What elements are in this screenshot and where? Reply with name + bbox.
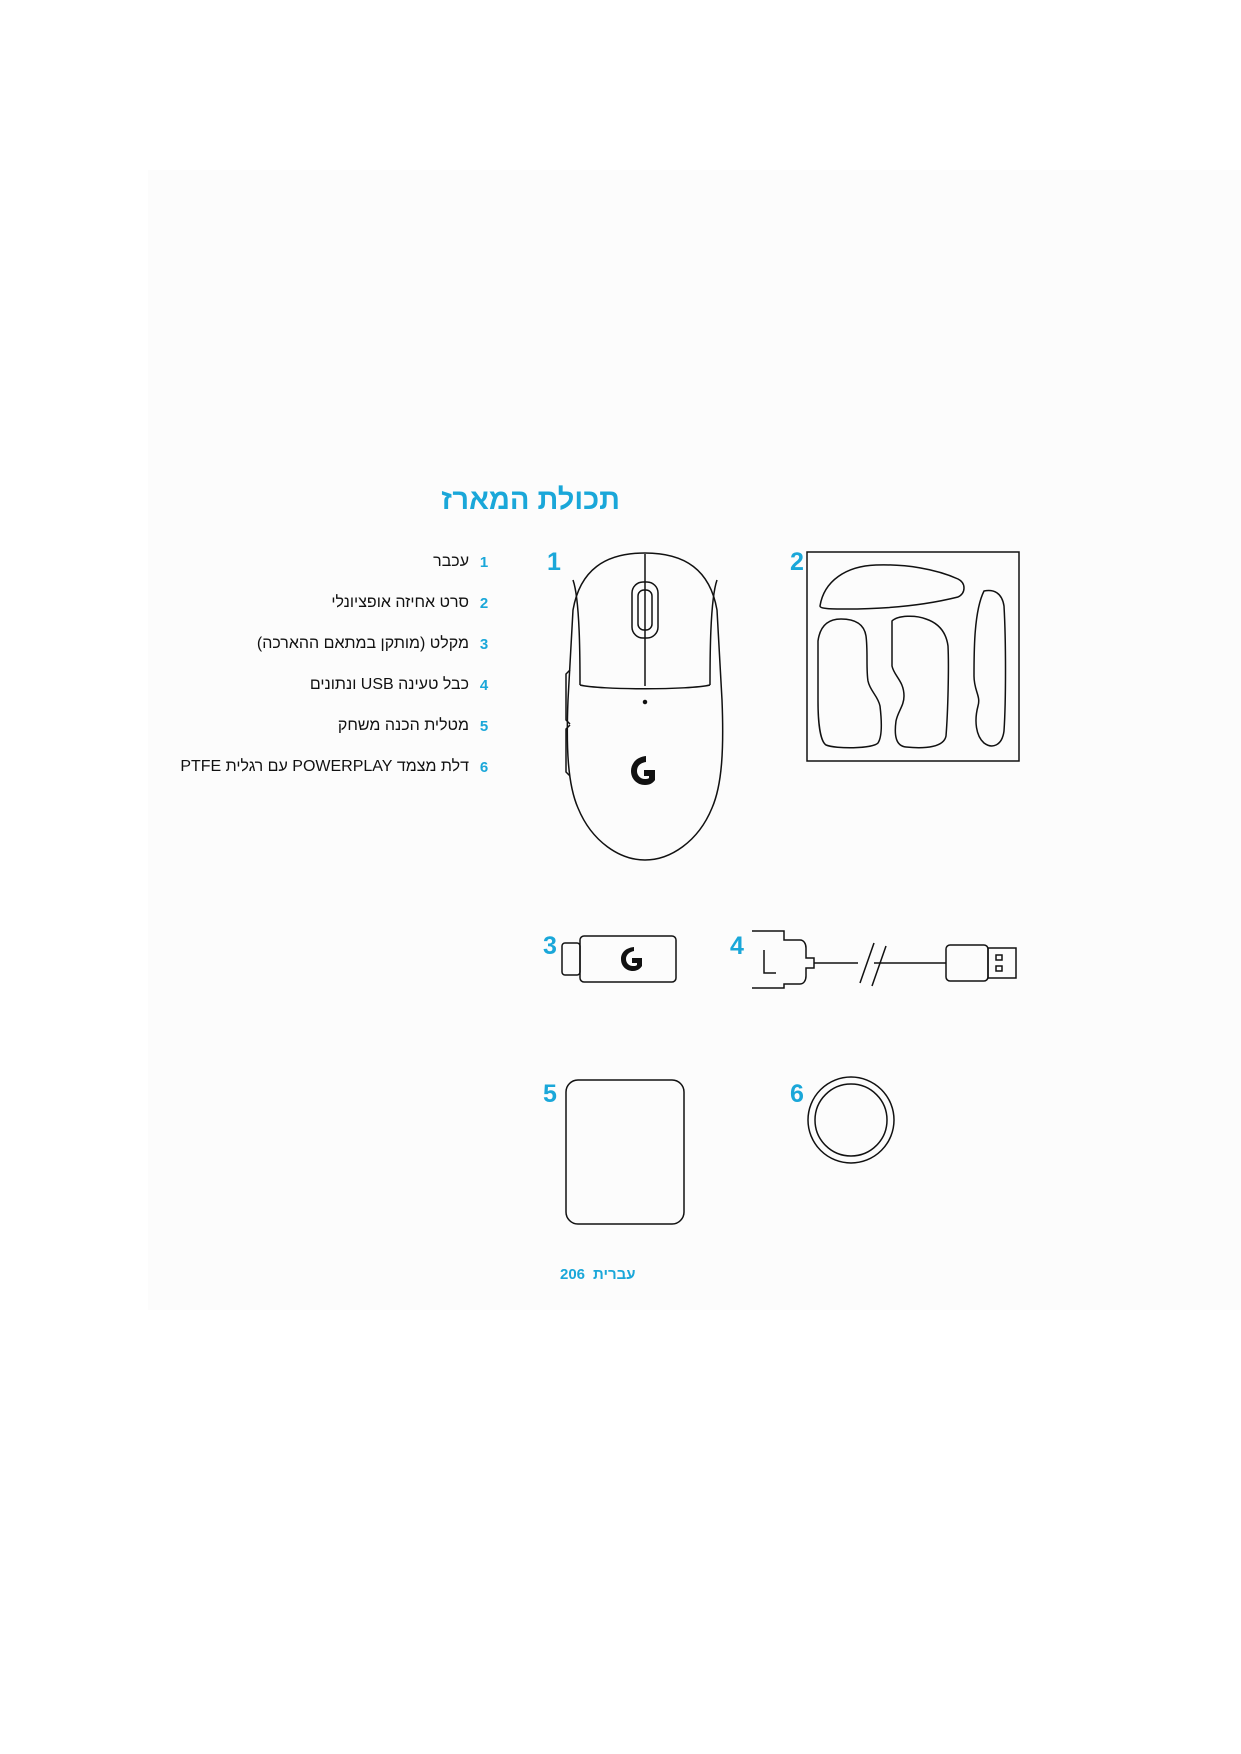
powerplay-door-illustration (805, 1074, 897, 1166)
figure-number-cloth: 5 (543, 1080, 557, 1108)
item-number: 5 (479, 717, 489, 735)
item-number: 1 (479, 553, 489, 571)
list-item (310, 673, 490, 697)
item-number: 2 (479, 594, 489, 612)
item-text: כבל טעינה USB ונתונים (309, 676, 469, 693)
figure-number-door: 6 (790, 1080, 804, 1108)
item-text: סרט אחיזה אופציונלי (331, 594, 469, 611)
list-item (257, 632, 490, 656)
item-text: דלת מצמד POWERPLAY עם רגלית PTFE (180, 758, 469, 775)
cloth-illustration (564, 1078, 686, 1226)
figure-number-mouse: 1 (547, 548, 561, 576)
figure-number-grip-tape: 2 (790, 548, 804, 576)
logitech-g-logo-icon (624, 750, 662, 790)
mouse-illustration (560, 550, 730, 862)
item-text: מקלט (מותקן במתאם ההארכה) (256, 635, 469, 652)
receiver-illustration (560, 933, 678, 985)
usb-cable-illustration (748, 928, 1020, 990)
page-number: 206 (560, 1266, 586, 1283)
item-text: מטלית הכנה משחק (337, 717, 469, 734)
grip-tape-illustration (806, 551, 1020, 762)
item-number: 6 (479, 758, 489, 776)
item-number: 3 (479, 635, 489, 653)
figure-number-cable: 4 (730, 932, 744, 960)
page-footer (560, 1266, 690, 1283)
page-title: תכולת המארז (441, 484, 620, 516)
list-item (433, 550, 490, 574)
figure-number-receiver: 3 (543, 932, 557, 960)
item-number: 4 (479, 676, 489, 694)
list-item (180, 755, 490, 779)
item-text: עכבר (433, 553, 469, 570)
language-label: עברית (593, 1266, 636, 1283)
list-item (331, 591, 490, 615)
list-item (338, 714, 490, 738)
